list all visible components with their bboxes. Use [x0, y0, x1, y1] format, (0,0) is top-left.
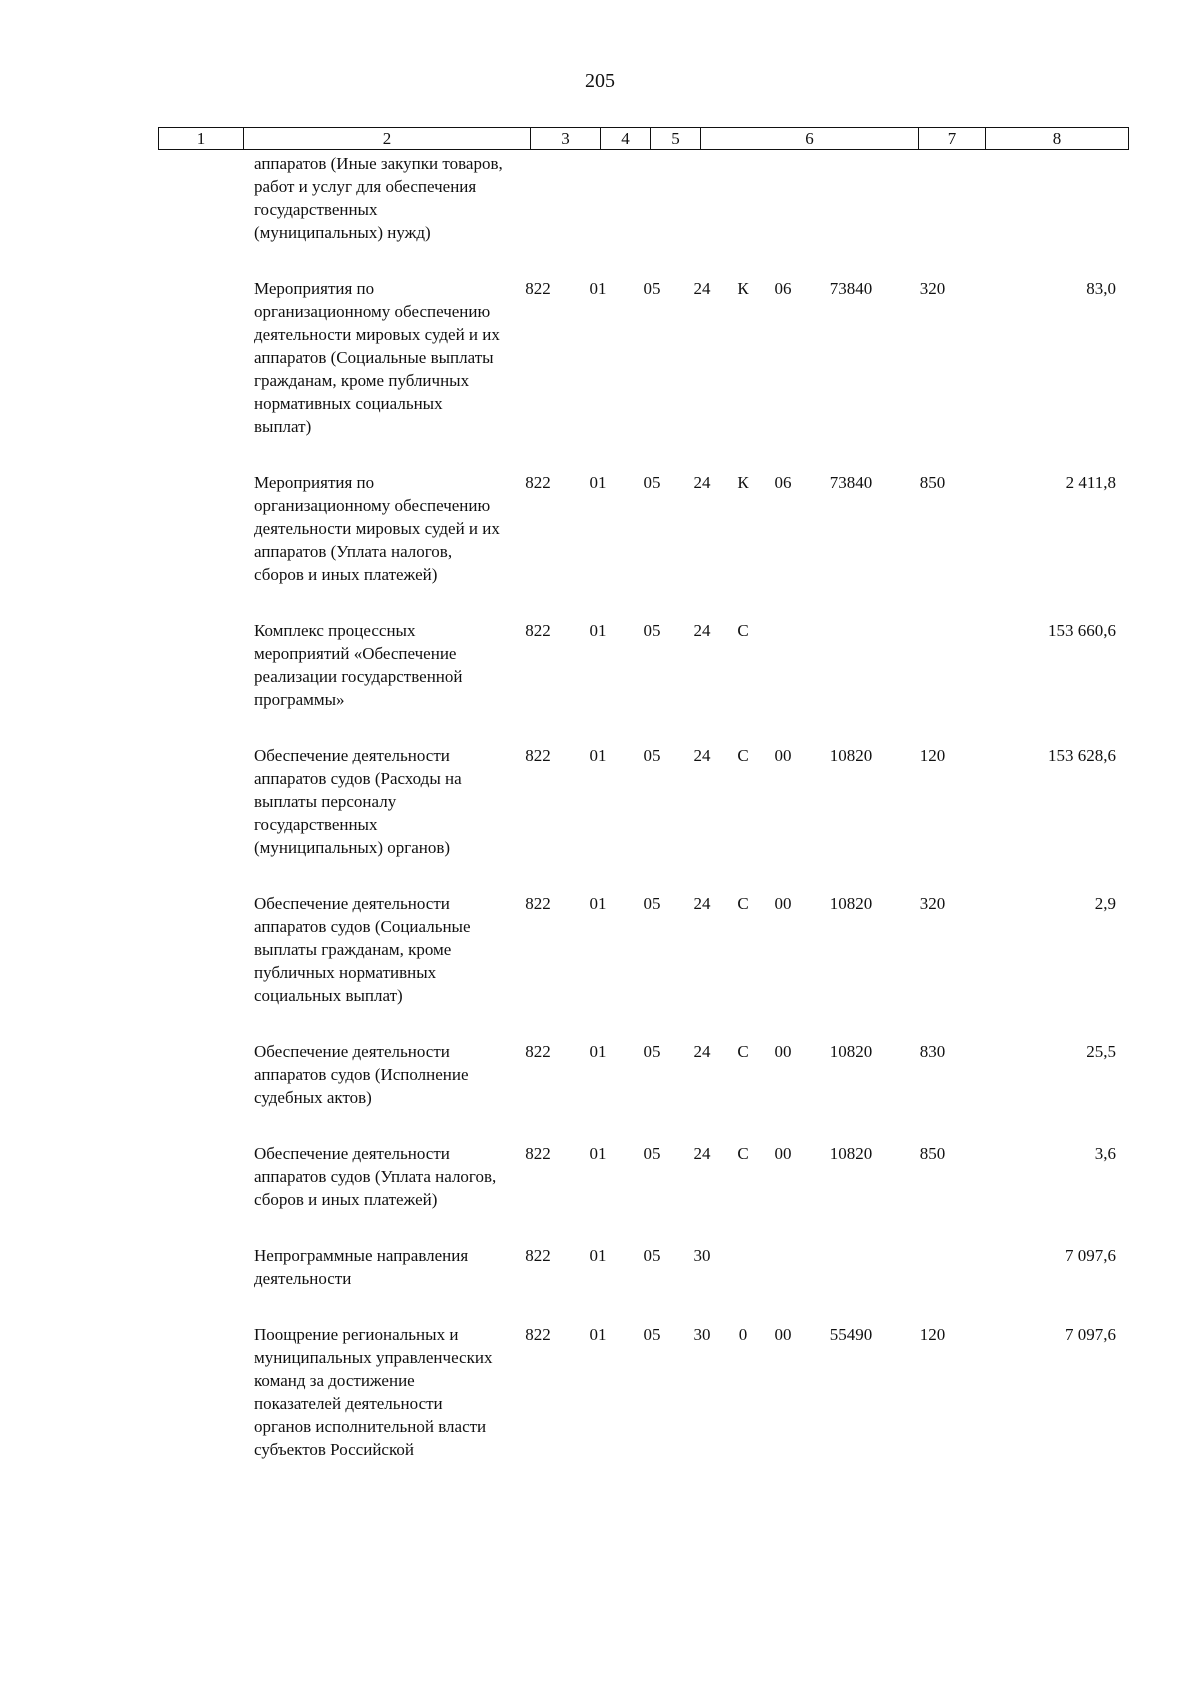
row-code-6a: 24 — [693, 1144, 711, 1163]
column-header-6: 6 — [701, 128, 919, 150]
row-code-7 — [899, 152, 966, 277]
row-amount — [966, 152, 1128, 277]
row-code-6b: 0 — [738, 1325, 748, 1344]
row-amount: 153 660,6 — [1048, 621, 1116, 640]
row-code-6d: 10820 — [829, 1144, 873, 1163]
row-code-6d: 10820 — [829, 894, 873, 913]
row-code-4: 01 — [589, 1144, 607, 1163]
row-code-6b: С — [737, 1144, 749, 1163]
row-code-3: 822 — [525, 1144, 551, 1163]
row-code-6d — [803, 619, 899, 744]
row-code-6b: С — [737, 894, 749, 913]
row-amount: 153 628,6 — [1048, 746, 1116, 765]
row-code-4: 01 — [589, 1246, 607, 1265]
row-description: Поощрение региональных и муниципальных управленческих команд за достижение показателей деятельности органов исполнительной власти субъектов Российской — [254, 1325, 493, 1459]
row-code-6c: 00 — [774, 1325, 792, 1344]
row-code-5: 05 — [643, 1144, 661, 1163]
row-code-3: 822 — [525, 1042, 551, 1061]
row-code-6d: 10820 — [829, 1042, 873, 1061]
row-amount: 25,5 — [1086, 1042, 1116, 1061]
column-header-4: 4 — [601, 128, 651, 150]
row-code-6d: 10820 — [829, 746, 873, 765]
row-code-6d: 55490 — [829, 1325, 873, 1344]
table-row — [158, 471, 1128, 619]
row-code-4: 01 — [589, 1325, 607, 1344]
row-code-6d — [803, 152, 899, 277]
row-code-4: 01 — [589, 621, 607, 640]
row-code-3: 822 — [525, 894, 551, 913]
page-number: 205 — [585, 70, 615, 92]
row-description: Обеспечение деятельности аппаратов судов (Социальные выплаты гражданам, кроме публичных нормативных социальных выплат) — [254, 894, 471, 1005]
row-code-6a: 24 — [693, 746, 711, 765]
row-code-5: 05 — [643, 1042, 661, 1061]
column-header-5: 5 — [651, 128, 701, 150]
row-code-6a: 30 — [693, 1325, 711, 1344]
row-description: Непрограммные направления деятельности — [254, 1246, 469, 1288]
row-code-4: 01 — [589, 746, 607, 765]
row-amount: 83,0 — [1086, 279, 1116, 298]
row-code-6b — [723, 1244, 763, 1323]
row-code-7 — [899, 1244, 966, 1323]
row-code-4: 01 — [589, 473, 607, 492]
row-description: Обеспечение деятельности аппаратов судов (Уплата налогов, сборов и иных платежей) — [254, 1144, 497, 1209]
row-code-3: 822 — [525, 473, 551, 492]
table-row — [158, 152, 1128, 277]
row-code-7: 320 — [919, 894, 946, 913]
row-code-3: 822 — [525, 279, 551, 298]
row-code-6b: К — [737, 473, 749, 492]
row-code-3: 822 — [525, 1246, 551, 1265]
column-header-1: 1 — [159, 128, 244, 150]
row-code-6c: 00 — [774, 746, 792, 765]
row-code-5: 05 — [643, 621, 661, 640]
row-code-6a: 30 — [693, 1246, 711, 1265]
row-code-4: 01 — [589, 1042, 607, 1061]
row-code-4 — [573, 152, 623, 277]
table-row — [158, 1244, 1128, 1323]
row-description: Мероприятия по организационному обеспечению деятельности мировых судей и их аппаратов (Социальные выплаты гражданам, кроме публичных нормативных социальных выплат) — [254, 279, 500, 436]
row-code-7: 320 — [919, 279, 946, 298]
row-code-6a: 24 — [693, 473, 711, 492]
row-code-6a: 24 — [693, 894, 711, 913]
row-code-3 — [503, 152, 573, 277]
row-description: Комплекс процессных мероприятий «Обеспечение реализации государственной программы» — [254, 621, 463, 709]
table-row — [158, 1142, 1128, 1244]
column-header-8: 8 — [986, 128, 1129, 150]
row-code-7: 120 — [919, 1325, 946, 1344]
row-code-6b: К — [737, 279, 749, 298]
table-row — [158, 619, 1128, 744]
row-code-6d — [803, 1244, 899, 1323]
column-header-7: 7 — [919, 128, 986, 150]
row-code-5: 05 — [643, 279, 661, 298]
row-code-6c — [763, 1244, 803, 1323]
row-code-6b — [723, 152, 763, 277]
row-code-6b: С — [737, 621, 749, 640]
row-code-5: 05 — [643, 1325, 661, 1344]
table-row — [158, 892, 1128, 1040]
row-code-6b: С — [737, 746, 749, 765]
row-code-6a — [681, 152, 723, 277]
column-header-2: 2 — [244, 128, 531, 150]
row-code-6c — [763, 152, 803, 277]
row-code-5: 05 — [643, 473, 661, 492]
row-code-3: 822 — [525, 621, 551, 640]
row-code-7: 850 — [919, 1144, 946, 1163]
row-code-3: 822 — [525, 1325, 551, 1344]
budget-table — [158, 152, 1128, 1494]
row-code-3: 822 — [525, 746, 551, 765]
row-amount: 7 097,6 — [1065, 1325, 1116, 1344]
row-description: Обеспечение деятельности аппаратов судов (Исполнение судебных актов) — [254, 1042, 469, 1107]
row-code-7: 120 — [919, 746, 946, 765]
row-code-5: 05 — [643, 894, 661, 913]
row-code-6b: С — [737, 1042, 749, 1061]
row-code-6c: 00 — [774, 1042, 792, 1061]
row-code-7: 850 — [919, 473, 946, 492]
table-row — [158, 1040, 1128, 1142]
row-code-6a: 24 — [693, 1042, 711, 1061]
row-code-6c: 00 — [774, 894, 792, 913]
row-code-7 — [899, 619, 966, 744]
row-amount: 3,6 — [1094, 1144, 1116, 1163]
table-row — [158, 1323, 1128, 1494]
row-code-5: 05 — [643, 746, 661, 765]
table-row — [158, 277, 1128, 471]
table-row — [158, 744, 1128, 892]
row-code-6c: 06 — [774, 279, 792, 298]
row-amount: 2 411,8 — [1065, 473, 1116, 492]
column-header-3: 3 — [531, 128, 601, 150]
column-header-row — [158, 127, 1129, 150]
row-code-5 — [623, 152, 681, 277]
row-code-6c: 06 — [774, 473, 792, 492]
row-code-4: 01 — [589, 894, 607, 913]
row-description: Обеспечение деятельности аппаратов судов (Расходы на выплаты персоналу государственных (муниципальных) органов) — [254, 746, 462, 857]
row-code-6a: 24 — [693, 621, 711, 640]
row-code-6c: 00 — [774, 1144, 792, 1163]
row-code-6d: 73840 — [829, 279, 873, 298]
row-description: Мероприятия по организационному обеспечению деятельности мировых судей и их аппаратов (Уплата налогов, сборов и иных платежей) — [254, 473, 500, 584]
row-code-6c — [763, 619, 803, 744]
row-code-6a: 24 — [693, 279, 711, 298]
row-code-5: 05 — [643, 1246, 661, 1265]
row-code-6d: 73840 — [829, 473, 873, 492]
row-code-4: 01 — [589, 279, 607, 298]
row-code-7: 830 — [919, 1042, 946, 1061]
row-description: аппаратов (Иные закупки товаров, работ и услуг для обеспечения государственных (муниципальных) нужд) — [254, 154, 503, 242]
row-amount: 7 097,6 — [1065, 1246, 1116, 1265]
row-amount: 2,9 — [1094, 894, 1116, 913]
